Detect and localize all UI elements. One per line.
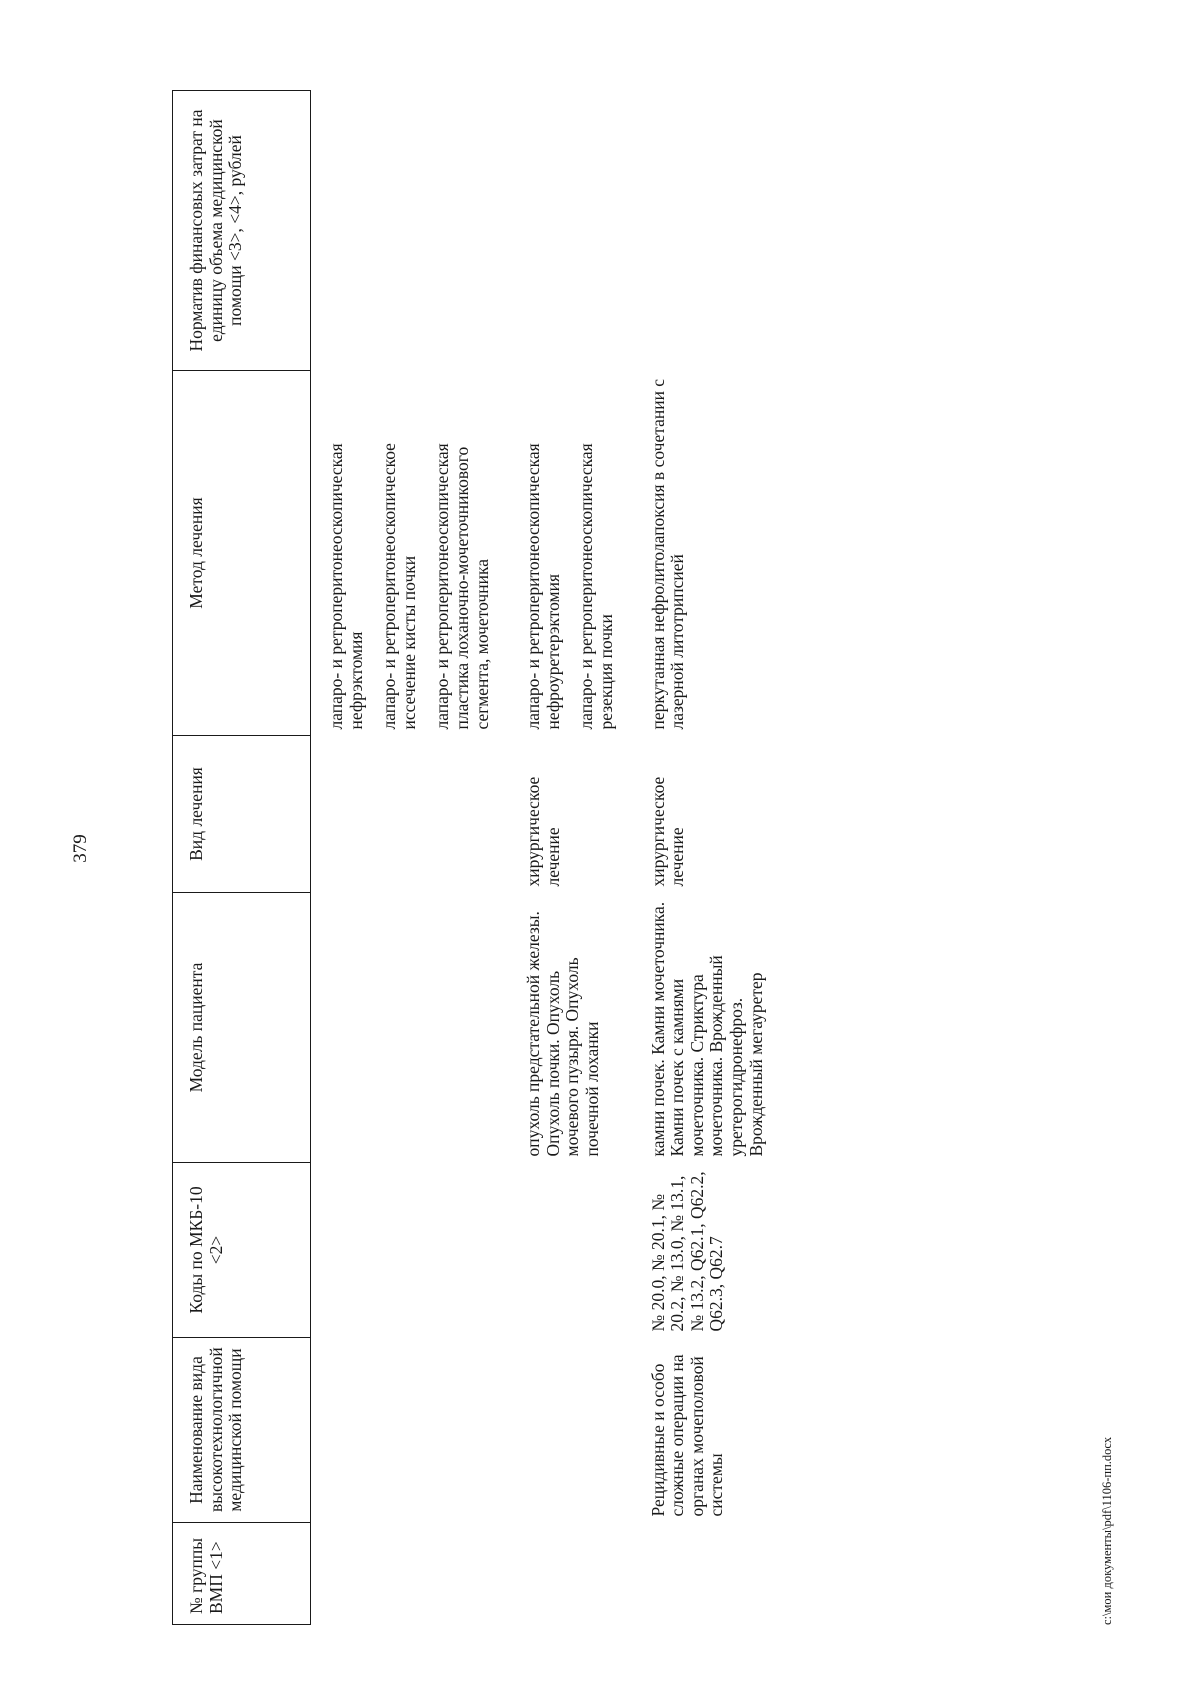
cell-patient-model [311,893,515,1163]
header-treatment-type: Вид лечения [173,736,311,893]
header-patient-model: Модель пациента [173,893,311,1163]
method-entry: лапаро- и ретроперитонеоскопическая пластика лоханочно-мочеточникового сегмента, мочеточника [432,443,492,730]
cell-patient-model: опухоль предстательной железы. Опухоль почки. Опухоль мочевого пузыря. Опухоль почечной лоханки [523,911,602,1157]
cell-group-number [311,1523,515,1625]
method-entry: лапаро- и ретроперитонеоскопическое иссечение кисты почки [379,443,419,730]
cell-treatment-methods [639,371,775,736]
cell-treatment-methods [311,371,515,736]
table-header-row [173,91,311,1625]
header-group-number: № группы ВМП <1> [173,1523,311,1625]
header-care-type-name: Наименование вида высокотехнологичной медицинской помощи [173,1338,311,1523]
cell-treatment-type: хирургическое лечение [647,776,688,887]
method-entry: лапаро- и ретроперитонеоскопическая нефрэктомия [326,443,366,730]
header-treatment-method: Метод лечения [173,371,311,736]
file-path-footer: c:\мои документы\pdf\1106-пп.docx [1100,1436,1114,1625]
table-row [639,91,775,1625]
cell-cost-standard [639,91,775,371]
treatment-table [172,90,774,1625]
header-cost-standard: Норматив финансовых затрат на единицу объема медицинской помощи <3>, <4>, рублей [173,91,311,371]
cell-care-type-name: Рецидивные и особо сложные операции на органах мочеполовой системы [647,1354,727,1517]
cell-group-number [639,1523,775,1625]
cell-care-type-name [311,1338,515,1523]
cell-treatment-type [311,736,515,893]
page-number: 379 [70,834,91,863]
cell-icd10-codes [514,1163,638,1338]
header-icd10-codes: Коды по МКБ-10 <2> [173,1163,311,1338]
method-entry: перкутанная нефролитолапоксия в сочетании с лазерной литотрипсией [647,378,688,730]
method-entry: лапаро- и ретроперитонеоскопическая резекция почки [576,443,616,730]
cell-cost-standard [514,91,638,371]
cell-care-type-name [514,1338,638,1523]
cell-icd10-codes: № 20.0, № 20.1, № 20.2, № 13.0, № 13.1, № 13.2, Q62.1, Q62.2, Q62.3, Q62.7 [647,1171,727,1332]
cell-icd10-codes [311,1163,515,1338]
cell-treatment-type: хирургическое лечение [523,776,563,887]
cell-group-number [514,1523,638,1625]
table-row [514,91,638,1625]
cell-patient-model: камни почек. Камни мочеточника. Камни почек с камнями мочеточника. Стриктура мочеточника. Врожденный уретерогидронефроз. Врожденный мегауретер [647,901,766,1157]
cell-treatment-methods [514,371,638,736]
cell-cost-standard [311,91,515,371]
method-entry: лапаро- и ретроперитонеоскопическая нефроуретерэктомия [523,443,563,730]
table-row [311,91,515,1625]
